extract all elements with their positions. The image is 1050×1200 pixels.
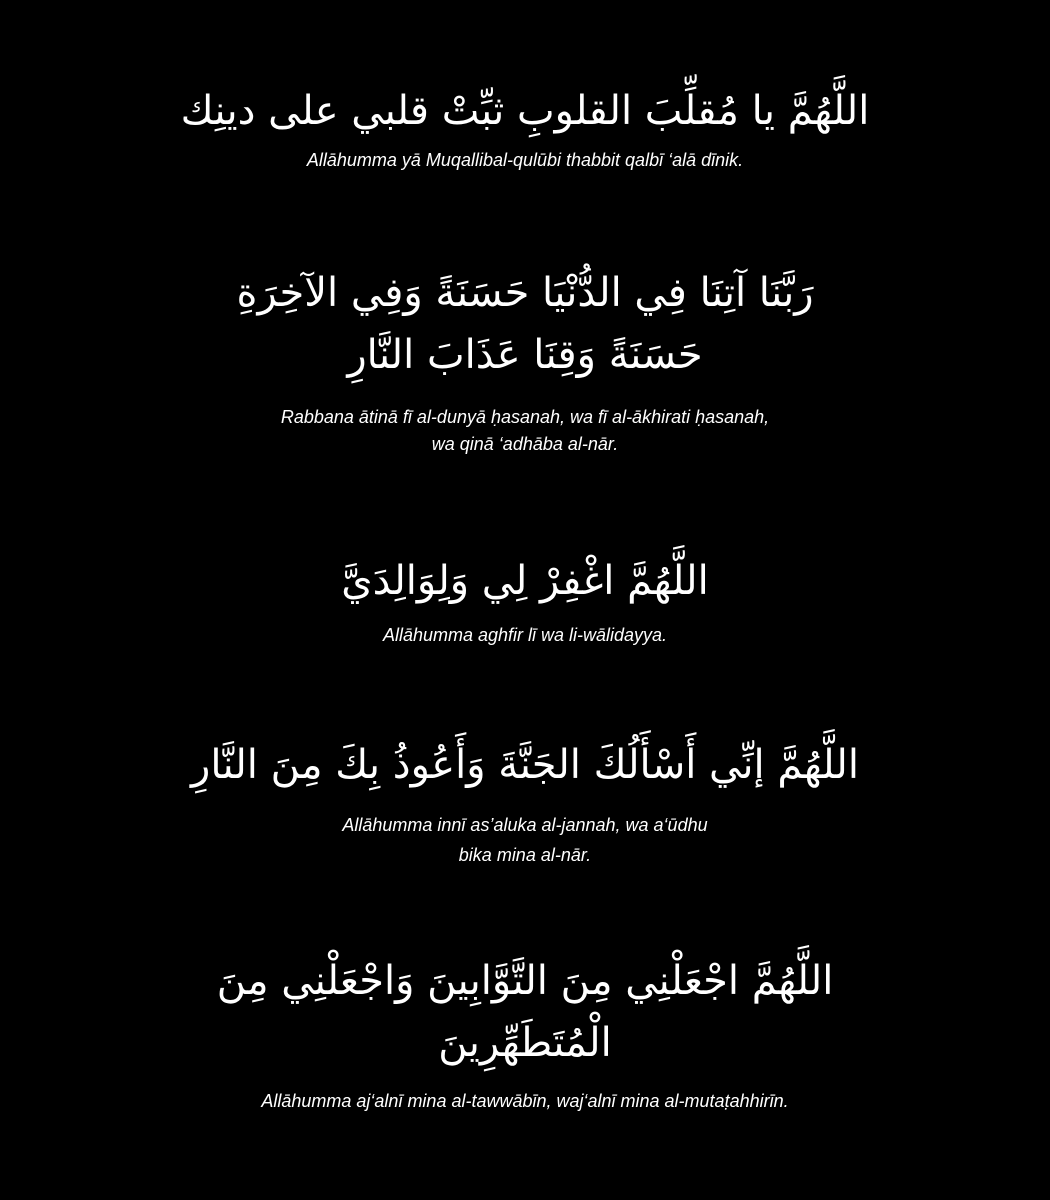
arabic-line: رَبَّنَا آتِنَا فِي الدُّنْيَا حَسَنَةً وَفِي الآخِرَةِ <box>236 270 814 316</box>
arabic-line: اللَّهُمَّ إنِّي أَسْأَلُكَ الجَنَّةَ وَأَعُوذُ بِكَ مِنَ النَّارِ <box>191 742 859 788</box>
transliteration-text <box>0 810 1050 870</box>
dua-block-4 <box>0 734 1050 870</box>
arabic-line: اللَّهُمَّ يا مُقلِّبَ القلوبِ ثبِّتْ قلبي على دينِك <box>180 88 870 134</box>
transliteration-line: Allāhumma aghfir lī wa li-wālidayya. <box>382 625 668 645</box>
transliteration-line: wa qinā ‘adhāba al-nār. <box>431 434 619 454</box>
arabic-line: اللَّهُمَّ اجْعَلْنِي مِنَ التَّوَّابِينَ وَاجْعَلْنِي مِنَ <box>216 958 834 1004</box>
arabic-text <box>0 550 1050 612</box>
dua-block-5 <box>0 950 1050 1115</box>
transliteration-text <box>0 147 1050 174</box>
dua-block-2 <box>0 262 1050 458</box>
arabic-text <box>0 262 1050 386</box>
transliteration-text <box>0 1088 1050 1115</box>
transliteration-line: Allāhumma aj‘alnī mina al-tawwābīn, waj‘alnī mina al-mutaṭahhirīn. <box>261 1091 789 1111</box>
transliteration-text <box>0 622 1050 649</box>
arabic-text <box>0 80 1050 142</box>
transliteration-line: Allāhumma yā Muqallibal-qulūbi thabbit qalbī ‘alā dīnik. <box>306 150 744 170</box>
arabic-line: حَسَنَةً وَقِنَا عَذَابَ النَّارِ <box>347 332 703 378</box>
arabic-line: الْمُتَطَهِّرِينَ <box>438 1020 612 1066</box>
arabic-line: اللَّهُمَّ اغْفِرْ لِي وَلِوَالِدَيَّ <box>341 558 709 604</box>
transliteration-text <box>0 404 1050 458</box>
transliteration-line: Rabbana ātinā fī al-dunyā ḥasanah, wa fī al-ākhirati ḥasanah, <box>280 407 770 427</box>
transliteration-line: Allāhumma innī as’aluka al-jannah, wa a‘ūdhu <box>342 815 708 835</box>
dua-block-3 <box>0 550 1050 649</box>
transliteration-line: bika mina al-nār. <box>458 845 592 865</box>
dua-block-1 <box>0 80 1050 174</box>
arabic-text <box>0 950 1050 1074</box>
arabic-text <box>0 734 1050 796</box>
